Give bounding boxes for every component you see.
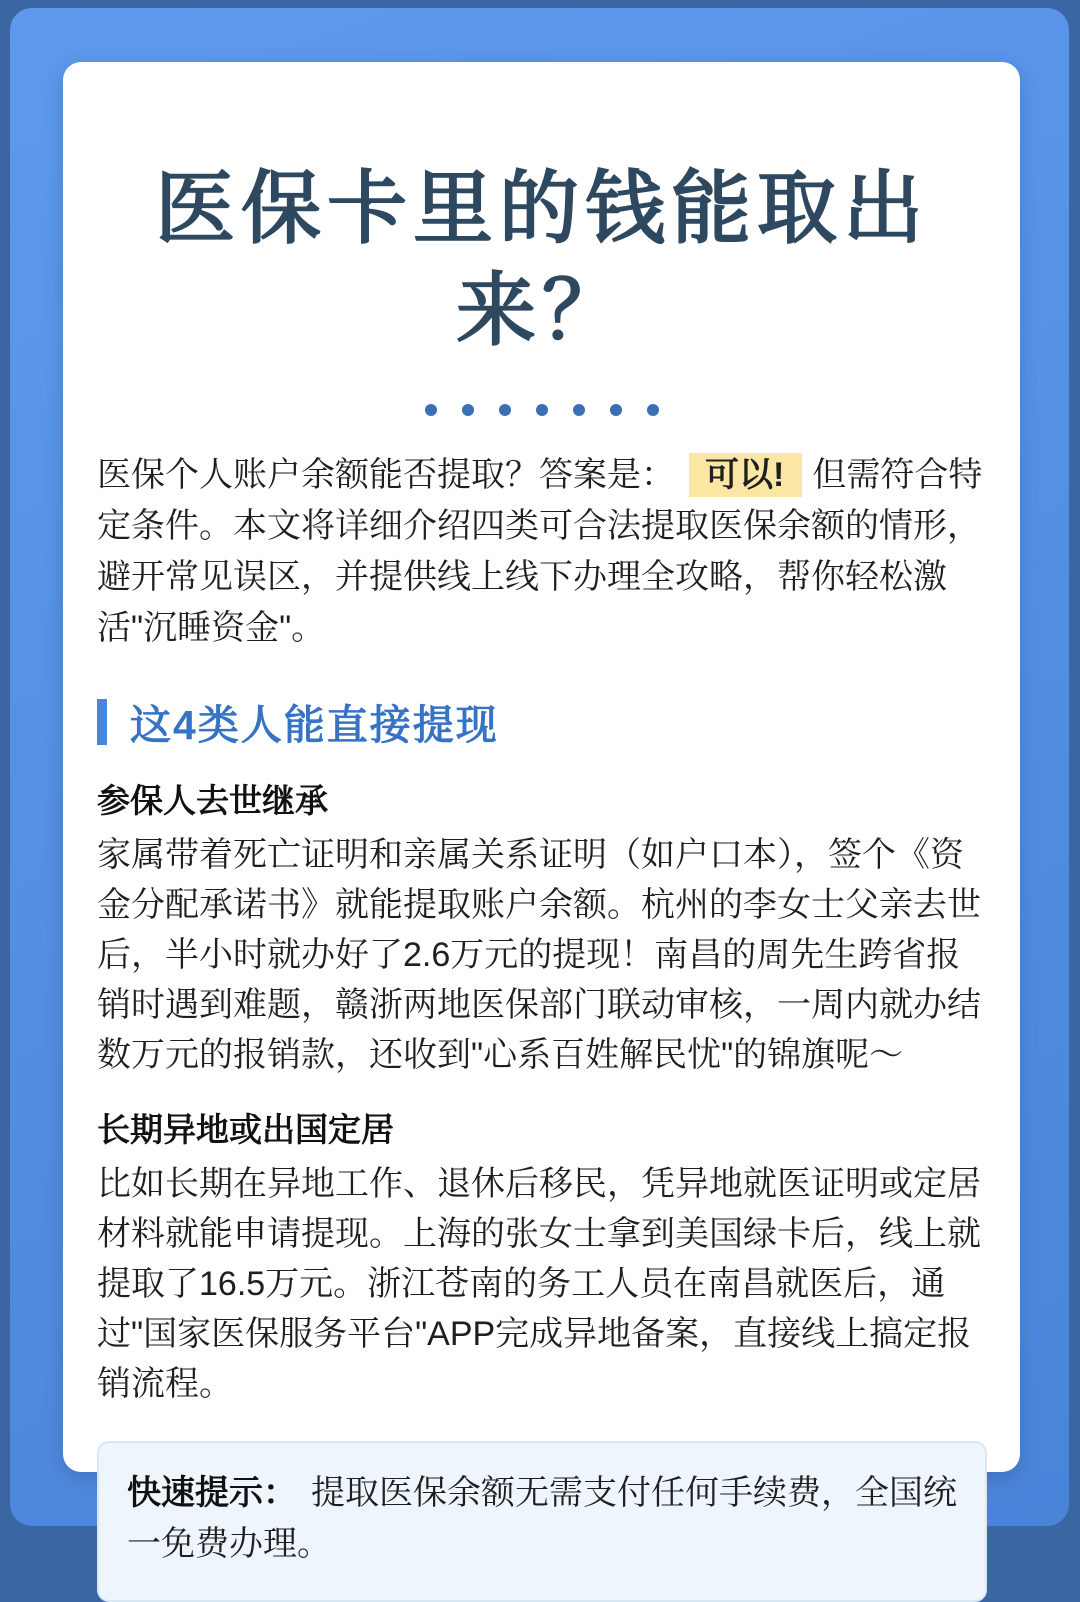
section-heading [97,692,987,751]
dot [610,404,622,416]
intro-paragraph [97,450,987,654]
subsection-body-inheritance: 家属带着死亡证明和亲属关系证明（如户口本），签个《资金分配承诺书》就能提取账户余额。杭州的李女士父亲去世后，半小时就办好了2.6万元的提现！南昌的周先生跨省报销时遇到难题，赣浙两地医保部门联动审核，一周内就办结数万元的报销款，还收到"心系百姓解民忧"的锦旗呢～ [97,836,981,1074]
section-accent-bar [97,699,107,745]
article-card [63,62,1020,1563]
subsection-title-relocation: 长期异地或出国定居 [97,1111,394,1148]
dot [425,404,437,416]
tip-label: 快速提示： [127,1474,297,1512]
section-title: 这4类人能直接提现 [130,702,499,748]
page-title: 医保卡里的钱能取出来？ [155,164,929,355]
dot [536,404,548,416]
tip-box [97,1441,987,1602]
dot [499,404,511,416]
highlight-answer: 可以! [689,453,802,497]
dot [647,404,659,416]
intro-text-after: 但需符合特定条件。本文将详细介绍四类可合法提取医保余额的情形，避开常见误区，并提供线上线下办理全攻略，帮你轻松激活"沉睡资金"。 [97,456,983,647]
dot [573,404,585,416]
intro-text-before: 医保个人账户余额能否提取？答案是： [97,456,675,494]
subsection-title-inheritance: 参保人去世继承 [97,782,328,819]
tip-text: 提取医保余额无需支付任何手续费，全国统一免费办理。 [127,1474,957,1563]
subsection-body-relocation: 比如长期在异地工作、退休后移民，凭异地就医证明或定居材料就能申请提现。上海的张女士拿到美国绿卡后，线上就提取了16.5万元。浙江苍南的务工人员在南昌就医后，通过"国家医保服务平台"APP完成异地备案，直接线上搞定报销流程。 [97,1165,981,1403]
dot [462,404,474,416]
dots-separator [97,404,987,416]
